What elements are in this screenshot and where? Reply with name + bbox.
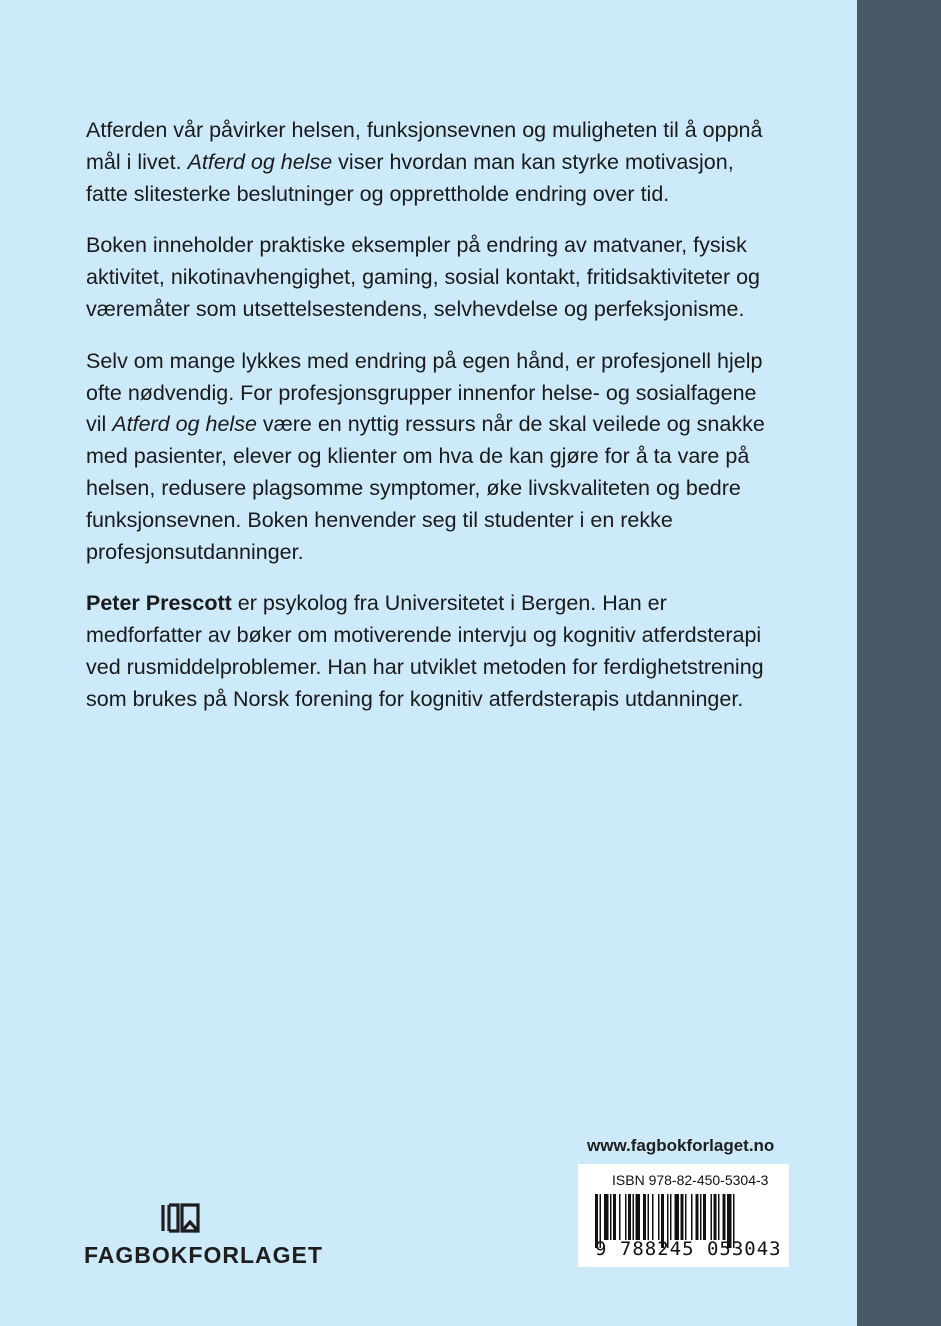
book-title-italic: Atferd og helse	[187, 149, 333, 174]
isbn-label: ISBN 978-82-450-5304-3	[612, 1172, 769, 1188]
barcode-bar	[636, 1194, 641, 1240]
book-title-italic: Atferd og helse	[112, 412, 257, 437]
barcode-bar	[658, 1194, 660, 1240]
blurb-text: viser hvordan man kan styrke motivasjon, fatte slitesterke beslutninger og opprettholde endring over tid.	[86, 149, 734, 206]
barcode-bar	[675, 1194, 680, 1240]
blurb-paragraph-2: Boken inneholder praktiske eksempler på endring av matvaner, fysisk aktivitet, nikotinavhengighet, gaming, sosial kontakt, fritidsaktiviteter og væremåter som utsettelsestendens, selvhevdelse og perfeksjonisme.	[86, 233, 761, 321]
barcode-bar	[723, 1194, 726, 1240]
book-icon	[160, 1202, 202, 1234]
barcode-bar	[643, 1194, 646, 1240]
blurb-text: Atferden vår påvirker helsen, funksjonsevnen og muligheten til å oppnå mål i livet.	[86, 118, 763, 174]
barcode-bar	[652, 1194, 654, 1240]
barcode-bar	[685, 1194, 687, 1240]
barcode-bar	[628, 1194, 631, 1240]
blurb-text: Selv om mange lykkes med endring på egen hånd, er profesjonell hjelp ofte nødvendig. For profesjonsgrupper innenfor helse- og sosialfagene vil	[86, 348, 763, 437]
barcode-bar	[610, 1194, 612, 1240]
barcode-bar	[696, 1194, 699, 1240]
barcode-bar	[619, 1194, 621, 1240]
barcode-bar	[613, 1194, 616, 1240]
barcode-bar	[718, 1194, 720, 1240]
blurb-paragraph-3	[86, 346, 766, 569]
barcode-bar	[703, 1194, 706, 1240]
barcode-bar	[633, 1194, 635, 1240]
back-cover-blurb	[86, 115, 766, 736]
barcode-bar	[648, 1194, 650, 1240]
blurb-text: være en nyttig ressurs når de skal veilede og snakke med pasienter, elever og klienter om hva de kan gjøre for å ta vare på helsen, redusere plagsomme symptomer, øke livskvaliteten og bedre funksjonsevnen. Boken henvender seg til studenter i en rekke profesjonsutdanninger.	[86, 412, 765, 564]
barcode-bar	[681, 1194, 684, 1240]
barcode-bar	[604, 1194, 609, 1240]
barcode-bar	[625, 1194, 627, 1240]
barcode-bar	[711, 1194, 713, 1240]
publisher-url[interactable]: www.fagbokforlaget.no	[587, 1136, 775, 1155]
barcode-bar	[691, 1194, 693, 1240]
barcode-bar	[670, 1194, 672, 1240]
blurb-paragraph-1	[86, 115, 766, 210]
barcode-bar	[700, 1194, 702, 1240]
author-bio	[86, 588, 766, 715]
publisher-name: FAGBOKFORLAGET	[84, 1242, 323, 1268]
author-bio-text: er psykolog fra Universitetet i Bergen. Han er medforfatter av bøker om motiverende intervju og kognitiv atferdsterapi ved rusmiddelproblemer. Han har utviklet metoden for ferdighetstrening som brukes på Norsk forening for kognitiv atferdsterapis utdanninger.	[86, 591, 764, 711]
barcode-bar	[714, 1194, 717, 1240]
isbn-barcode	[578, 1164, 789, 1267]
barcode-digits: 9 788245 053043	[595, 1238, 782, 1260]
author-name: Peter Prescott	[86, 591, 232, 616]
publisher-logo	[84, 1202, 323, 1272]
book-spine	[857, 0, 941, 1326]
